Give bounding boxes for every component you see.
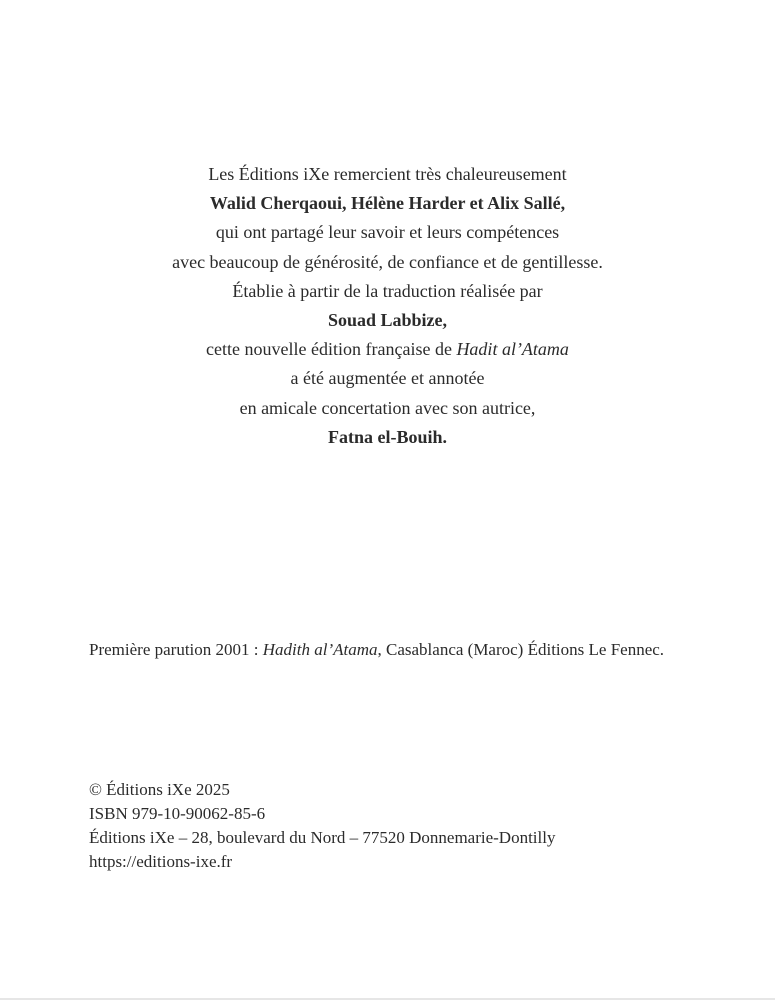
ack-translation-note: Établie à partir de la traduction réalisée par bbox=[232, 280, 543, 301]
first-pub-prefix: Première parution 2001 : bbox=[89, 640, 263, 659]
ack-intro: Les Éditions iXe remercient très chaleureusement bbox=[208, 164, 567, 184]
ack-line-4: avec beaucoup de générosité, de confiance et de gentillesse. bbox=[172, 251, 603, 272]
first-publication-note bbox=[89, 637, 664, 663]
colophon bbox=[89, 778, 555, 874]
ack-thanked-names: Walid Cherqaoui, Hélène Harder et Alix Sallé, bbox=[209, 193, 566, 214]
ack-edition-prefix: cette nouvelle édition française de bbox=[206, 339, 457, 360]
ack-edition-line bbox=[0, 335, 775, 364]
first-pub-suffix: , Casablanca (Maroc) Éditions Le Fennec. bbox=[377, 640, 665, 659]
first-pub-title: Hadith al’Atama bbox=[262, 640, 378, 659]
ack-line-8: a été augmentée et annotée bbox=[290, 368, 485, 389]
ack-line-9: en amicale concertation avec son autrice, bbox=[239, 397, 536, 418]
publisher-url: https://editions-ixe.fr bbox=[89, 852, 233, 871]
publisher-address: Éditions iXe – 28, boulevard du Nord – 77520 Donnemarie-Dontilly bbox=[89, 828, 556, 847]
ack-author-name: Fatna el-Bouih. bbox=[327, 426, 447, 447]
isbn-line: ISBN 979-10-90062-85-6 bbox=[89, 804, 266, 823]
ack-translator-name: Souad Labbize, bbox=[327, 310, 448, 331]
copyright-line: © Éditions iXe 2025 bbox=[89, 780, 230, 799]
ack-book-title: Hadit al’Atama bbox=[456, 339, 569, 360]
ack-line-3: qui ont partagé leur savoir et leurs compétences bbox=[215, 222, 560, 243]
acknowledgement-block bbox=[0, 160, 775, 452]
